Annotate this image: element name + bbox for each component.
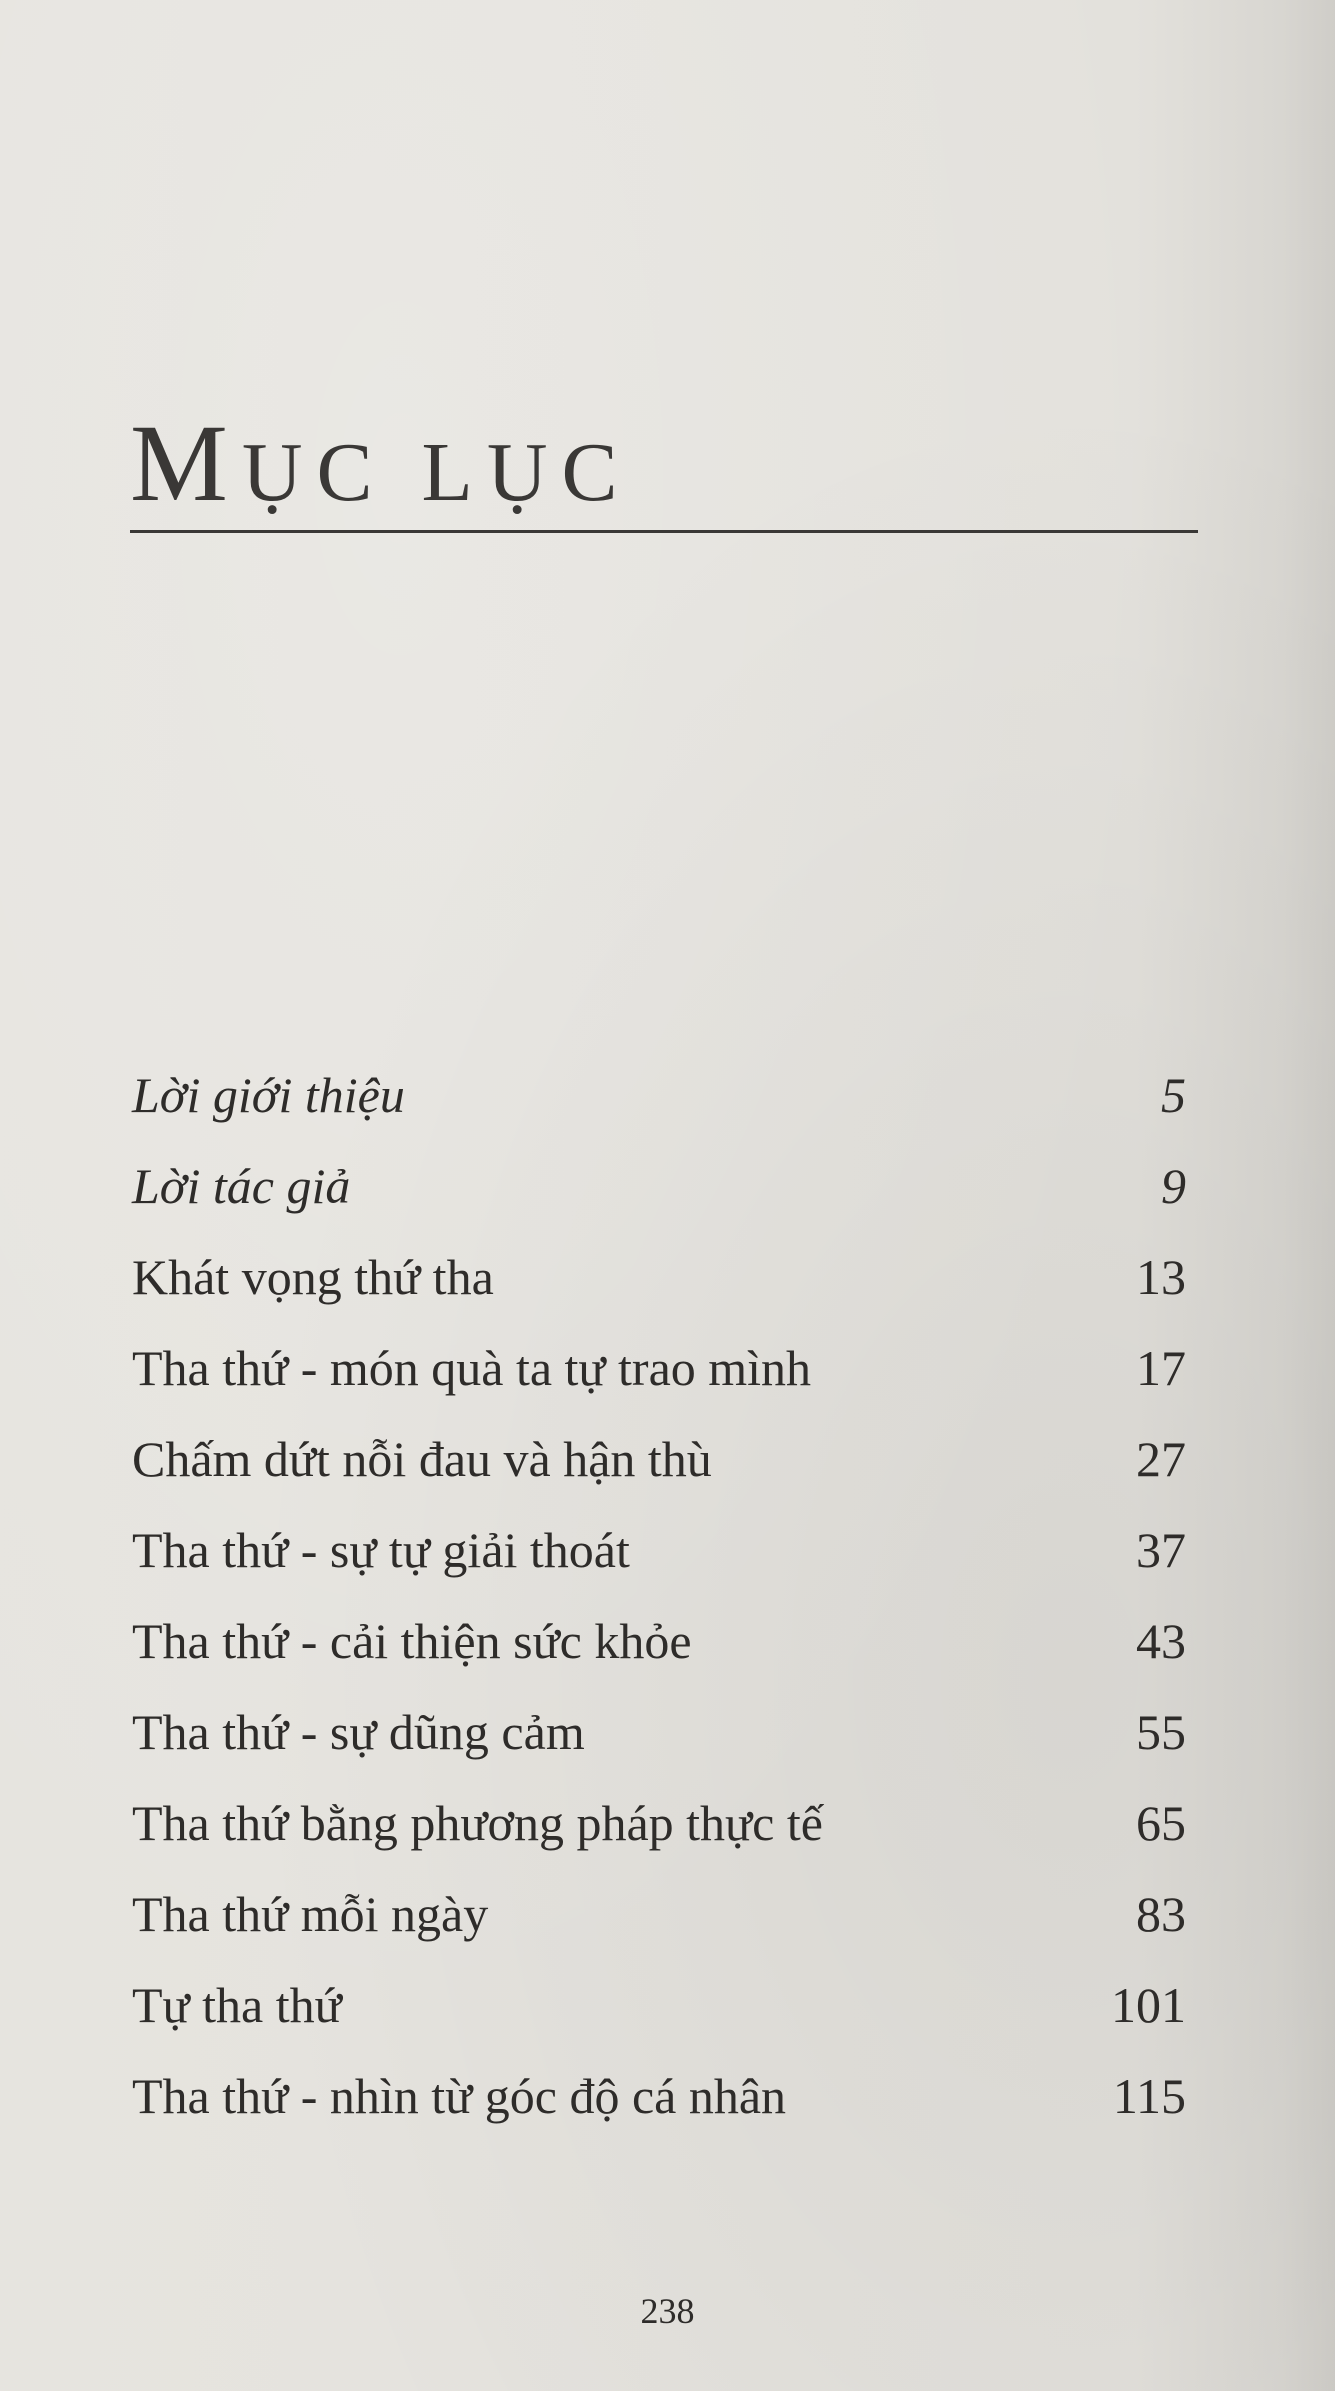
toc-entry-page: 83 <box>1136 1886 1186 1942</box>
toc-entry <box>132 1869 1186 1960</box>
toc-entry-page: 55 <box>1136 1704 1186 1760</box>
toc-entry-page: 5 <box>1161 1067 1186 1123</box>
toc-entry-page: 27 <box>1136 1431 1186 1487</box>
toc-entry-title: Tha thứ - cải thiện sức khỏe <box>132 1613 692 1669</box>
toc-entry-page: 101 <box>1111 1977 1186 2033</box>
toc-entry-title: Khát vọng thứ tha <box>132 1249 494 1305</box>
toc-entry <box>132 1596 1186 1687</box>
toc-entry-page: 17 <box>1136 1340 1186 1396</box>
table-of-contents <box>132 1050 1186 2142</box>
toc-entry-title: Lời tác giả <box>132 1158 351 1214</box>
toc-entry <box>132 1323 1186 1414</box>
title-initial: M <box>130 402 242 524</box>
toc-entry-page: 115 <box>1112 2068 1186 2124</box>
toc-entry-title: Tha thứ - nhìn từ góc độ cá nhân <box>132 2068 787 2124</box>
toc-entry <box>132 1232 1186 1323</box>
toc-entry <box>132 1050 1186 1141</box>
toc-entry <box>132 1414 1186 1505</box>
toc-entry <box>132 1505 1186 1596</box>
toc-entry-title: Chấm dứt nỗi đau và hận thù <box>132 1431 712 1487</box>
page-number: 238 <box>640 2291 695 2331</box>
toc-entry-page: 43 <box>1136 1613 1186 1669</box>
toc-entry-title: Tha thứ - sự dũng cảm <box>132 1704 585 1760</box>
title-rule <box>130 530 1198 533</box>
page-title <box>130 400 632 527</box>
toc-entry-title: Tha thứ mỗi ngày <box>132 1886 489 1942</box>
toc-entry <box>132 1141 1186 1232</box>
toc-entry-page: 65 <box>1136 1795 1186 1851</box>
toc-entry-page: 13 <box>1136 1249 1186 1305</box>
toc-entry-title: Tha thứ - sự tự giải thoát <box>132 1522 630 1578</box>
toc-entry <box>132 1960 1186 2051</box>
toc-entry-page: 9 <box>1161 1158 1186 1214</box>
toc-entry <box>132 1687 1186 1778</box>
toc-entry <box>132 1778 1186 1869</box>
toc-entry-title: Tự tha thứ <box>132 1977 342 2033</box>
title-rest: ỤC LỤC <box>241 426 632 519</box>
toc-entry-page: 37 <box>1136 1522 1186 1578</box>
toc-entry <box>132 2051 1186 2142</box>
toc-entry-title: Tha thứ bằng phương pháp thực tế <box>132 1795 823 1851</box>
toc-entry-title: Lời giới thiệu <box>132 1067 405 1123</box>
toc-entry-title: Tha thứ - món quà ta tự trao mình <box>132 1340 812 1396</box>
